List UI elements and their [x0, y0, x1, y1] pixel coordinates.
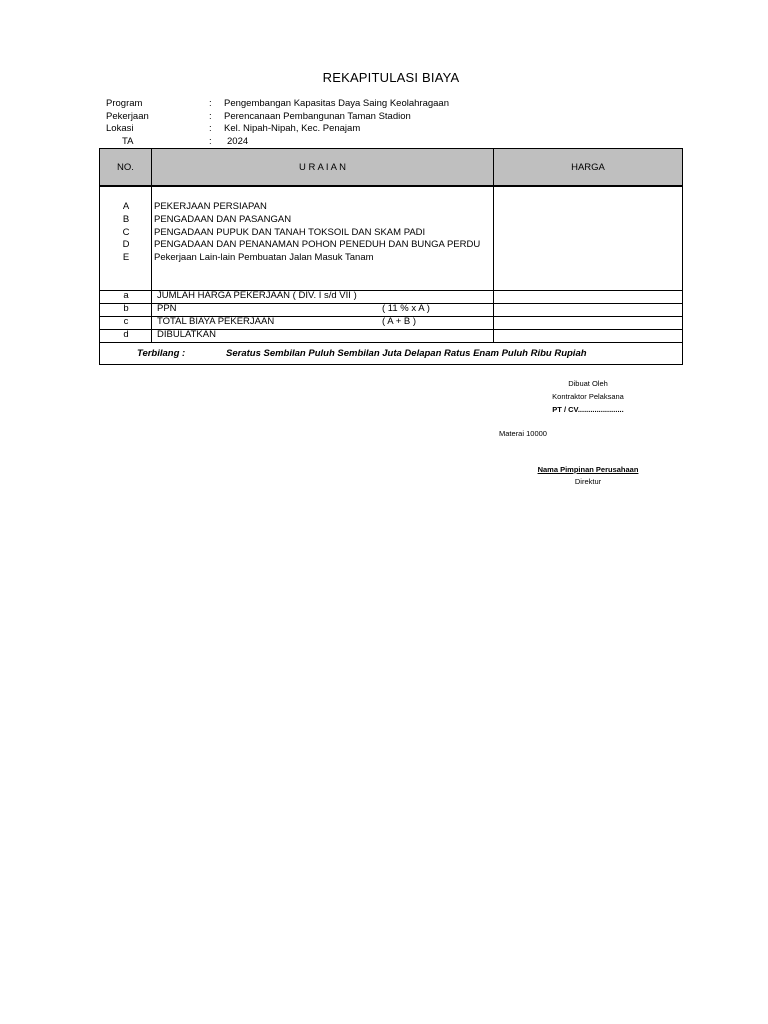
item-label: PENGADAAN PUPUK DAN TANAH TOKSOIL DAN SKAM PADI — [154, 226, 426, 238]
item-label: PENGADAAN DAN PASANGAN — [154, 213, 292, 225]
kontraktor-label: Kontraktor Pelaksana — [552, 392, 624, 401]
summary-formula: ( 11 % x A ) — [382, 303, 430, 314]
meta-separator: : — [209, 135, 212, 147]
item-code: A — [122, 201, 130, 212]
summary-code: b — [123, 303, 129, 314]
summary-label: JUMLAH HARGA PEKERJAAN ( DIV. I s/d VII ) — [157, 290, 357, 301]
item-label: PENGADAAN DAN PENANAMAN POHON PENEDUH DAN BUNGA PERDU — [154, 239, 481, 251]
list-item — [100, 239, 682, 252]
summary-row — [100, 316, 682, 329]
meta-key: TA — [122, 135, 134, 147]
terbilang-label: Terbilang : — [137, 348, 186, 359]
item-code: E — [122, 252, 130, 264]
header-uraian: U R A I A N — [299, 161, 346, 173]
summary-code: d — [123, 329, 129, 340]
materai-label: Materai 10000 — [499, 429, 547, 438]
summary-label: PPN — [157, 303, 177, 314]
meta-value: Kel. Nipah-Nipah, Kec. Penajam — [224, 123, 361, 134]
summary-formula: ( A + B ) — [382, 316, 417, 327]
summary-code: a — [123, 290, 129, 301]
work-items — [100, 201, 682, 265]
header-harga: HARGA — [571, 161, 605, 173]
summary-row — [100, 290, 682, 303]
item-code: D — [122, 239, 130, 251]
item-code: C — [122, 226, 130, 238]
document-title: REKAPITULASI BIAYA — [322, 70, 460, 85]
summary-row — [100, 303, 682, 316]
meta-key: Pekerjaan — [106, 110, 149, 122]
cost-recap-table — [99, 148, 683, 365]
table-header — [100, 149, 682, 186]
item-label: PEKERJAAN PERSIAPAN — [154, 201, 267, 212]
dibuat-oleh: Dibuat Oleh — [568, 379, 608, 388]
meta-key: Lokasi — [106, 123, 134, 134]
summary-code: c — [123, 316, 129, 327]
meta-value: Pengembangan Kapasitas Daya Saing Keolahragaan — [224, 98, 449, 109]
leader-position: Direktur — [574, 477, 602, 486]
meta-separator: : — [209, 98, 212, 109]
meta-separator: : — [209, 123, 212, 134]
list-item — [100, 227, 682, 240]
meta-value: 2024 — [227, 135, 249, 147]
list-item — [100, 201, 682, 214]
meta-separator: : — [209, 110, 212, 122]
summary-label: TOTAL BIAYA PEKERJAAN — [157, 316, 275, 327]
summary-label: DIBULATKAN — [157, 329, 216, 340]
item-code: B — [122, 213, 130, 225]
header-no: NO. — [117, 161, 134, 173]
terbilang-text: Seratus Sembilan Puluh Sembilan Juta Delapan Ratus Enam Puluh Ribu Rupiah — [226, 348, 587, 359]
leader-name: Nama Pimpinan Perusahaan — [537, 465, 639, 474]
list-item — [100, 214, 682, 227]
list-item — [100, 252, 682, 265]
item-label: Pekerjaan Lain-lain Pembuatan Jalan Masuk Tanam — [154, 252, 374, 264]
amount-in-words — [100, 343, 682, 365]
summary-row — [100, 329, 682, 342]
meta-key: Program — [106, 98, 143, 109]
header-divider — [100, 186, 682, 187]
company-name: PT / CV...................... — [552, 405, 624, 414]
meta-value: Perencanaan Pembangunan Taman Stadion — [224, 110, 411, 122]
